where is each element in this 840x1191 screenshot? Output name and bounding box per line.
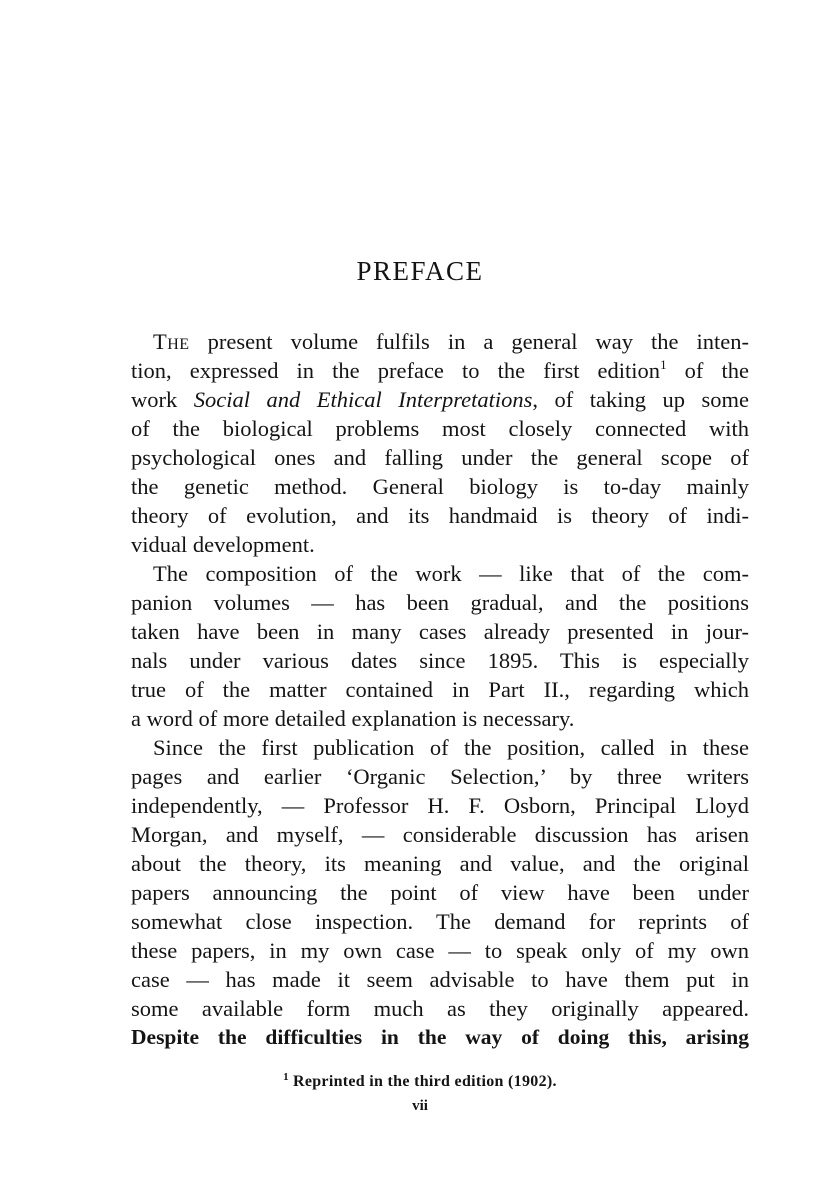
text-line: Since the first publication of the position, called in these [153,735,749,760]
paragraph-3 [131,733,749,1052]
text-line: psychological ones and falling under the general scope of [131,445,749,470]
text-line: some available form much as they originally appeared. [131,996,749,1021]
text-line: Despite the difficulties in the way of doing this, arising [131,1025,749,1049]
text-line: panion volumes — has been gradual, and the positions [131,590,749,615]
book-title: Social and Ethical Interpretations [193,387,533,412]
drop-word: The [153,329,190,354]
preface-body [131,327,749,1052]
paragraph-1 [131,327,749,559]
footnote-marker: 1 [283,1071,289,1083]
text-line: theory of evolution, and its handmaid is theory of indi- [131,503,749,528]
text-line: taken have been in many cases already presented in jour- [131,619,749,644]
text-line: tion, expressed in the preface to the first edition$^1$ of the [131,357,749,383]
text-line: of the biological problems most closely connected with [131,416,749,441]
text-line: nals under various dates since 1895. This is especially [131,648,749,673]
page-number: vii [412,1098,428,1114]
page-title: PREFACE [356,256,484,286]
text-line: a word of more detailed explanation is necessary. [131,706,575,731]
text-line: true of the matter contained in Part II., regarding which [131,677,749,702]
text-line: Morgan, and myself, — considerable discussion has arisen [131,822,749,847]
text-line: papers announcing the point of view have been under [131,880,749,905]
paragraph-2 [131,559,749,733]
footnote-text: Reprinted in the third edition (1902). [292,1073,557,1090]
text-line: pages and earlier ‘Organic Selection,’ by three writers [131,764,749,789]
text-line: work Social and Ethical Interpretations, of taking up some [131,387,749,412]
text-line: these papers, in my own case — to speak only of my own [131,938,749,963]
text-line: the genetic method. General biology is to-day mainly [131,474,749,499]
text-line: vidual development. [131,532,315,557]
text-line: independently, — Professor H. F. Osborn, Principal Lloyd [131,793,749,818]
text-line: The present volume fulfils in a general way the inten- [153,329,749,354]
text-line: The composition of the work — like that of the com- [153,561,749,586]
text-line: about the theory, its meaning and value, and the original [131,851,749,876]
footnote-reference: 1 [660,357,667,372]
footnote [0,1071,840,1091]
text-line: case — has made it seem advisable to have them put in [131,967,749,992]
text-line: somewhat close inspection. The demand for reprints of [131,909,749,934]
